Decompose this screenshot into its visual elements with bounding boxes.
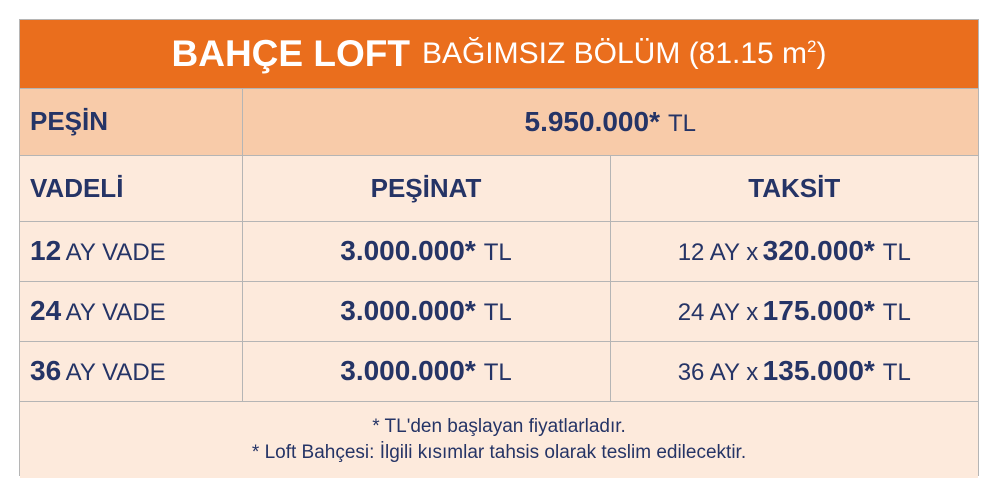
title-superscript: 2 <box>807 37 817 56</box>
down-payment-cell: 3.000.000* TL <box>242 341 610 401</box>
installment-cell: 24 AY x 175.000* TL <box>610 281 978 341</box>
table-row <box>20 341 978 401</box>
term-cell: 36 AY VADE <box>20 341 242 401</box>
footnote-2: * Loft Bahçesi: İlgili kısımlar tahsis olarak teslim edilecektir. <box>251 441 747 463</box>
down-payment-cell: 3.000.000* TL <box>242 281 610 341</box>
header-vadeli: VADELİ <box>20 155 242 221</box>
installment-cell: 36 AY x 135.000* TL <box>610 341 978 401</box>
header-pesinat: PEŞİNAT <box>242 155 610 221</box>
pesin-currency: TL <box>667 109 696 137</box>
footnotes <box>20 402 978 478</box>
table-title <box>20 20 978 89</box>
pesin-label: PEŞİN <box>20 89 242 155</box>
pesin-amount: 5.950.000* <box>524 105 660 137</box>
pesin-row <box>20 89 978 155</box>
header-row <box>20 155 978 221</box>
installment-cell: 12 AY x 320.000* TL <box>610 221 978 281</box>
price-table <box>19 19 979 476</box>
table-row <box>20 281 978 341</box>
down-payment-cell: 3.000.000* TL <box>242 221 610 281</box>
table-row <box>20 221 978 281</box>
pricing-grid <box>20 89 978 402</box>
footnote-1: * TL'den başlayan fiyatlarladır. <box>372 415 626 437</box>
pesin-price <box>242 89 978 155</box>
term-cell: 12 AY VADE <box>20 221 242 281</box>
term-cell: 24 AY VADE <box>20 281 242 341</box>
title-regular: BAĞIMSIZ BÖLÜM (81.15 $m^2$) <box>421 37 827 70</box>
title-bold: BAHÇE LOFT <box>171 33 410 74</box>
header-taksit: TAKSİT <box>610 155 978 221</box>
